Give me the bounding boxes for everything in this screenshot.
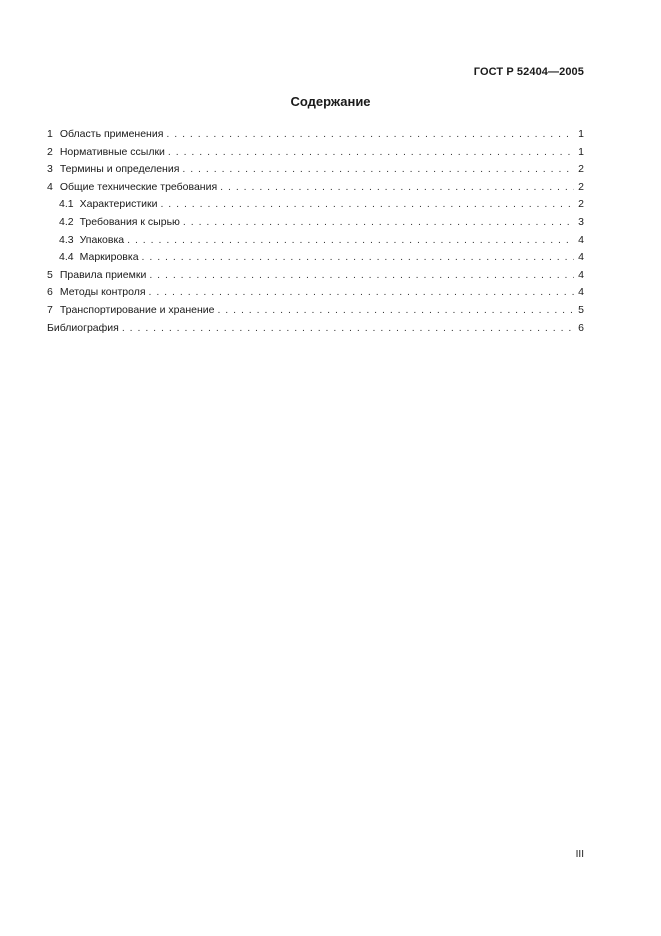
toc-entry-label: Характеристики	[79, 198, 158, 211]
toc-entry-number: 3	[47, 163, 53, 176]
toc-entry[interactable]	[47, 161, 584, 179]
toc-entry-number: 4.3	[59, 233, 74, 246]
toc-entry-number: 4	[47, 180, 53, 193]
toc-entry-page: 6	[578, 321, 584, 334]
toc-entry-number: 5	[47, 268, 53, 281]
dot-leader	[142, 249, 574, 267]
toc-entry-label: Транспортирование и хранение	[59, 303, 215, 316]
dot-leader	[183, 214, 574, 232]
toc-entry[interactable]	[47, 284, 584, 302]
toc-entry-label: Общие технические требования	[59, 180, 218, 193]
dot-leader	[127, 232, 574, 250]
page-number: III	[575, 849, 584, 860]
toc-entry-page: 4	[578, 286, 584, 299]
toc-entry-page: 2	[578, 180, 584, 193]
toc-subentry[interactable]	[47, 249, 584, 267]
toc-entry-number: 6	[47, 286, 53, 299]
toc-entry-label: Упаковка	[79, 233, 125, 246]
toc-entry-label: Методы контроля	[59, 286, 146, 299]
toc-entry-number: 7	[47, 303, 53, 316]
toc-entry-page: 2	[578, 163, 584, 176]
toc-entry-label: Область применения	[59, 128, 164, 140]
toc-entry[interactable]	[47, 302, 584, 320]
dot-leader	[220, 179, 574, 197]
toc-entry-label: Нормативные ссылки	[59, 145, 165, 158]
toc-entry-number: 4.2	[59, 215, 74, 228]
toc-entry-page: 4	[578, 268, 584, 281]
toc-subentry[interactable]	[47, 196, 584, 214]
toc-subentry[interactable]	[47, 232, 584, 250]
toc-entry-number: 1	[47, 128, 53, 140]
toc-entry[interactable]	[47, 267, 584, 285]
toc-entry[interactable]	[47, 126, 584, 144]
toc-entry-label: Термины и определения	[59, 163, 180, 176]
toc-entry-label: Требования к сырью	[79, 215, 180, 228]
dot-leader	[166, 126, 574, 144]
toc-entry-page: 1	[578, 145, 584, 158]
toc-entry-bibliography[interactable]	[47, 320, 584, 338]
dot-leader	[217, 302, 574, 320]
toc-entry-page: 1	[578, 128, 584, 140]
toc-title: Содержание	[290, 94, 371, 109]
toc-entry-number: 4.1	[59, 198, 74, 211]
toc-subentry[interactable]	[47, 214, 584, 232]
toc-entry-page: 3	[578, 215, 584, 228]
toc-entry-number: 4.4	[59, 251, 74, 264]
dot-leader	[160, 196, 574, 214]
dot-leader	[149, 284, 574, 302]
dot-leader	[149, 267, 574, 285]
toc-entry-number: 2	[47, 145, 53, 158]
table-of-contents	[47, 126, 584, 337]
toc-entry[interactable]	[47, 179, 584, 197]
document-code: ГОСТ Р 52404—2005	[473, 66, 584, 78]
toc-entry-page: 5	[578, 303, 584, 316]
toc-entry-label: Маркировка	[79, 251, 139, 264]
dot-leader	[122, 320, 574, 338]
toc-entry[interactable]	[47, 144, 584, 162]
toc-entry-label: Правила приемки	[59, 268, 147, 281]
toc-entry-page: 2	[578, 198, 584, 211]
dot-leader	[182, 161, 574, 179]
toc-entry-page: 4	[578, 233, 584, 246]
dot-leader	[168, 144, 574, 162]
toc-entry-page: 4	[578, 251, 584, 264]
toc-entry-label: Библиография	[47, 321, 119, 334]
